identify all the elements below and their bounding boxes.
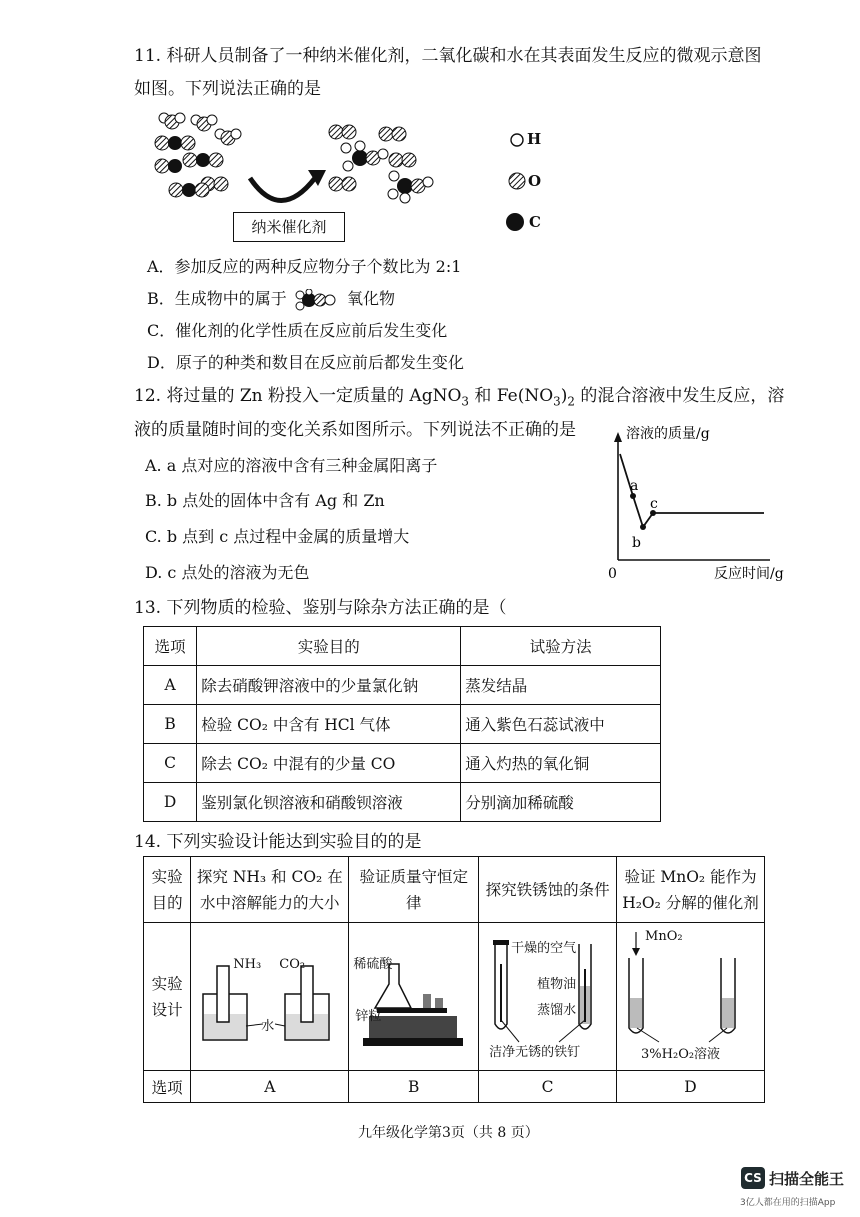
q12-text-part: 和 Fe(NO bbox=[468, 386, 554, 406]
row-purpose: 除去硝酸钾溶液中的少量氯化钠 bbox=[197, 666, 461, 705]
q12-mass-chart bbox=[600, 420, 800, 585]
design-b bbox=[349, 923, 479, 1071]
design-c bbox=[479, 923, 617, 1071]
option-a: A bbox=[191, 1071, 349, 1103]
row-option: C bbox=[144, 744, 197, 783]
q13-table bbox=[143, 626, 661, 822]
y-axis-arrow bbox=[614, 432, 622, 442]
row-method: 蒸发结晶 bbox=[461, 666, 661, 705]
q11-option-b-text: B．生成物中的属于 bbox=[147, 289, 287, 308]
point-b bbox=[640, 524, 646, 530]
q12-sub: 3 bbox=[553, 394, 561, 409]
y-axis-label: 溶液的质量/g bbox=[626, 426, 710, 442]
q11-option-c: C．催化剂的化学性质在反应前后发生变化 bbox=[147, 321, 448, 340]
point-b-label: b bbox=[632, 535, 641, 551]
legend-o-icon bbox=[509, 173, 525, 189]
q11-stem-line2: 如图。下列说法正确的是 bbox=[134, 79, 321, 99]
label-acid: 稀硫酸 bbox=[353, 957, 393, 972]
header-method: 试验方法 bbox=[461, 627, 661, 666]
purpose-c: 探究铁锈蚀的条件 bbox=[479, 857, 617, 923]
label-dry-air: 干燥的空气 bbox=[511, 941, 577, 956]
co2-molecule bbox=[183, 153, 223, 167]
product-o2 bbox=[329, 125, 356, 139]
row-method: 分别滴加稀硫酸 bbox=[461, 783, 661, 822]
q12-stem-line2: 液的质量随时间的变化关系如图所示。下列说法不正确的是 bbox=[134, 420, 576, 440]
row-method: 通入紫色石蕊试液中 bbox=[461, 705, 661, 744]
legend-c-icon bbox=[506, 213, 524, 231]
purpose-b: 验证质量守恒定律 bbox=[349, 857, 479, 923]
q12-sub: 3 bbox=[461, 394, 469, 409]
water-molecule bbox=[159, 113, 185, 129]
header-purpose: 实验目的 bbox=[197, 627, 461, 666]
legend-h-icon bbox=[511, 134, 523, 146]
product-o2 bbox=[329, 177, 356, 191]
label-nh3: NH₃ bbox=[233, 957, 262, 972]
x-axis-label: 反应时间/g bbox=[714, 566, 784, 582]
co2-molecule bbox=[155, 136, 195, 150]
water-molecule bbox=[215, 129, 241, 145]
q12-option-a: A. a 点对应的溶液中含有三种金属阳离子 bbox=[145, 456, 438, 475]
q12-text-part: ) bbox=[560, 386, 568, 406]
option-c: C bbox=[479, 1071, 617, 1103]
row-label-purpose: 实验目的 bbox=[144, 857, 191, 923]
table-row bbox=[144, 666, 661, 705]
water-molecule bbox=[191, 115, 217, 131]
design-row bbox=[144, 923, 765, 1071]
point-a-label: a bbox=[630, 478, 639, 494]
co2-molecule bbox=[155, 159, 182, 173]
q11-option-b-tail: 氧化物 bbox=[346, 289, 395, 308]
row-purpose: 鉴别氯化钡溶液和硝酸钡溶液 bbox=[197, 783, 461, 822]
catalyst-box: 纳米催化剂 bbox=[233, 212, 345, 242]
scanner-tagline: 3亿人都在用的扫描App bbox=[740, 1198, 836, 1208]
q11-option-d: D．原子的种类和数目在反应前后都发生变化 bbox=[147, 353, 464, 372]
label-oil: 植物油 bbox=[537, 977, 577, 992]
row-label-design: 实验设计 bbox=[144, 923, 191, 1071]
header-option: 选项 bbox=[144, 627, 197, 666]
purpose-d: 验证 MnO₂ 能作为 H₂O₂ 分解的催化剂 bbox=[617, 857, 765, 923]
q11-stem-line1: 11. 科研人员制备了一种纳米催化剂，二氧化碳和水在其表面发生反应的微观示意图 bbox=[134, 46, 762, 66]
product-o2 bbox=[389, 153, 416, 167]
q14-table bbox=[143, 856, 765, 1103]
product-methanol bbox=[388, 171, 433, 203]
legend-o-label: O bbox=[528, 172, 542, 190]
page-footer: 九年级化学第3页（共 8 页） bbox=[358, 1125, 539, 1141]
label-zinc: 锌粒 bbox=[355, 1009, 382, 1024]
purpose-a: 探究 NH₃ 和 CO₂ 在水中溶解能力的大小 bbox=[191, 857, 349, 923]
point-c-label: c bbox=[650, 496, 658, 512]
q11-reaction-diagram bbox=[150, 108, 570, 248]
scanner-app-name: 扫描全能王 bbox=[769, 1170, 845, 1188]
q13-stem: 13. 下列物质的检验、鉴别与除杂方法正确的是（ bbox=[134, 598, 507, 618]
row-purpose: 除去 CO₂ 中混有的少量 CO bbox=[197, 744, 461, 783]
scanner-logo-icon: CS bbox=[741, 1167, 765, 1189]
beakers-diagram bbox=[191, 924, 341, 1070]
label-water: 水 bbox=[261, 1019, 275, 1034]
table-row bbox=[144, 705, 661, 744]
co2-molecule bbox=[169, 183, 209, 197]
product-o2 bbox=[379, 127, 406, 141]
option-row bbox=[144, 1071, 765, 1103]
label-mno2: MnO₂ bbox=[645, 929, 683, 944]
methanol-molecule-icon bbox=[292, 289, 342, 311]
balance-diagram bbox=[349, 924, 471, 1070]
table-row bbox=[144, 744, 661, 783]
q11-option-a: A．参加反应的两种反应物分子个数比为 2:1 bbox=[147, 257, 462, 276]
label-co2: CO₂ bbox=[279, 957, 306, 972]
option-d: D bbox=[617, 1071, 765, 1103]
q14-stem: 14. 下列实验设计能达到实验目的的是 bbox=[134, 832, 422, 852]
q12-text-part: 的混合溶液中发生反应，溶 bbox=[574, 386, 785, 406]
row-option: B bbox=[144, 705, 197, 744]
q12-option-c: C. b 点到 c 点过程中金属的质量增大 bbox=[145, 527, 410, 546]
label-nail: 洁净无锈的铁钉 bbox=[489, 1045, 581, 1060]
mass-curve bbox=[620, 454, 764, 527]
reaction-arrow bbox=[250, 178, 315, 201]
row-option: A bbox=[144, 666, 197, 705]
label-h2o2-solution: 3%H₂O₂溶液 bbox=[641, 1047, 721, 1062]
option-b: B bbox=[349, 1071, 479, 1103]
purpose-row bbox=[144, 857, 765, 923]
table-header-row bbox=[144, 627, 661, 666]
row-label-option: 选项 bbox=[144, 1071, 191, 1103]
row-option: D bbox=[144, 783, 197, 822]
legend-c-label: C bbox=[529, 213, 541, 231]
row-purpose: 检验 CO₂ 中含有 HCl 气体 bbox=[197, 705, 461, 744]
q12-option-d: D. c 点处的溶液为无色 bbox=[145, 563, 310, 582]
table-row bbox=[144, 783, 661, 822]
design-d bbox=[617, 923, 765, 1071]
product-methanol bbox=[341, 141, 388, 171]
origin-label: 0 bbox=[608, 566, 617, 582]
row-method: 通入灼热的氧化铜 bbox=[461, 744, 661, 783]
legend-h-label: H bbox=[527, 130, 542, 148]
design-a bbox=[191, 923, 349, 1071]
q12-option-b: B. b 点处的固体中含有 Ag 和 Zn bbox=[145, 491, 385, 510]
q11-option-b bbox=[147, 288, 395, 311]
q12-sub: 2 bbox=[567, 394, 575, 409]
label-distilled-water: 蒸馏水 bbox=[537, 1003, 577, 1018]
q12-text-part: 12. 将过量的 Zn 粉投入一定质量的 AgNO bbox=[134, 386, 462, 406]
q12-stem-line1 bbox=[134, 384, 784, 413]
